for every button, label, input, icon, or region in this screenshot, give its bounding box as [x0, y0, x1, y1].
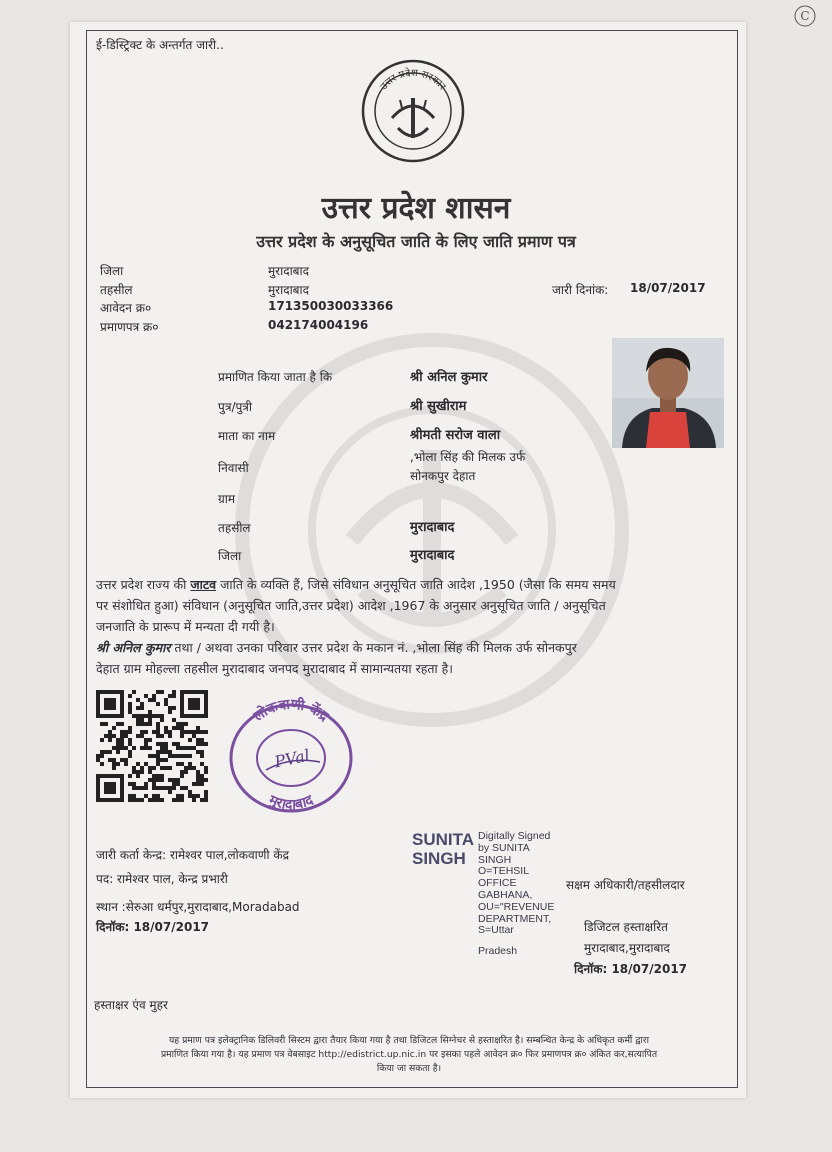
child-of-label: पुत्र/पुत्री — [218, 400, 253, 414]
resident-label: निवासी — [218, 461, 249, 475]
issued-under-note: ई-डिस्ट्रिक्ट के अन्तर्गत जारी.. — [96, 38, 224, 52]
authority-title: सक्षम अधिकारी/तहसीलदार — [566, 878, 685, 892]
statement-line-2: पर संशोधित हुआ) संविधान (अनुसूचित जाति,उत्तर प्रदेश) आदेश ,1967 के अनुसार अनुसूचित जाति / अनुसूचित — [96, 598, 606, 613]
authority-location: मुरादाबाद,मुरादाबाद — [584, 941, 670, 955]
mother-label: माता का नाम — [218, 429, 276, 443]
authority-date-label: दिनॉक: — [574, 962, 608, 976]
sig-detail: O=TEHSIL — [478, 865, 530, 878]
sig-detail: OU="REVENUE — [478, 900, 555, 913]
statement-prefix: उत्तर प्रदेश राज्य की — [96, 577, 191, 592]
sig-detail: Digitally Signed — [478, 830, 551, 842]
meta-tehsil-label: तहसील — [100, 283, 133, 297]
detail-tehsil-value: मुरादाबाद — [410, 520, 455, 535]
meta-district-value: मुरादाबाद — [268, 264, 310, 278]
authority-date-value: 18/07/2017 — [611, 962, 688, 976]
sig-detail: Pradesh — [478, 945, 518, 958]
statement-line-1: जाति के व्यक्ति हैं, जिसे संविधान अनुसूचित जाति आदेश ,1950 (जैसा कि समय समय — [216, 577, 616, 592]
detail-tehsil-label: तहसील — [218, 521, 251, 535]
sig-detail: GABHANA, — [478, 888, 533, 901]
issuer-post: पद: रामेश्वर पाल, केन्द्र प्रभारी — [96, 872, 228, 886]
statement-line-3: जनजाति के प्रारूप में मन्यता दी गयी है। — [96, 619, 275, 634]
footer-line-2: प्रमाणित किया गया है। यह प्रमाण पत्र वेबसाइट http://edistrict.up.nic.in पर इसका पहले आवेदन क्र० फिर प्रमाणपत्र क्र० अंकित कर,सत्यापित — [160, 1049, 658, 1060]
certify-label: प्रमाणित किया जाता है कि — [218, 370, 333, 384]
issuer-center: जारी कर्ता केन्द्र: रामेश्वर पाल,लोकवाणी केंद्र — [96, 848, 289, 862]
residence-line-1: तथा / अथवा उनका परिवार उत्तर प्रदेश के मकान नं. ,भोला सिंह की मिलक उर्फ सोनकपुर — [170, 640, 577, 655]
sig-detail: S=Uttar — [478, 924, 514, 937]
government-heading: उत्तर प्रदेश शासन — [321, 191, 511, 226]
issuer-date-value: 18/07/2017 — [133, 920, 210, 934]
meta-application-value: 171350030033366 — [268, 299, 394, 313]
meta-certificate-label: प्रमाणपत्र क्र० — [100, 320, 159, 334]
svg-text:लोकवाणी केंद्र — [250, 696, 332, 725]
applicant-name: श्री अनिल कुमार — [410, 370, 488, 385]
sig-detail: SINGH — [478, 853, 512, 866]
signer-name-line-1: SUNITA — [412, 830, 475, 849]
residence-name: श्री अनिल कुमार — [96, 640, 171, 655]
issuer-date-label: दिनॉक: — [96, 920, 130, 934]
meta-issue-date-value: 18/07/2017 — [630, 281, 706, 295]
sig-detail: DEPARTMENT, — [478, 912, 552, 925]
caste-name: जाटव — [190, 577, 217, 592]
qr-code[interactable] — [96, 690, 208, 802]
signature-seal-label: हस्ताक्षर एंव मुहर — [94, 998, 168, 1012]
up-government-emblem — [360, 58, 466, 164]
lokvani-stamp — [226, 696, 356, 814]
residence-line-2: देहात ग्राम मोहल्ला तहसील मुरादाबाद जनपद मुरादाबाद में सामान्यतया रहता है। — [96, 661, 454, 676]
mother-name: श्रीमती सरोज वाला — [410, 428, 501, 443]
svg-text:उत्तर प्रदेश सरकार — [378, 67, 448, 93]
sig-detail: OFFICE — [478, 877, 517, 890]
meta-tehsil-value: मुरादाबाद — [268, 283, 310, 297]
digital-signature-details — [478, 831, 554, 958]
father-name: श्री सुखीराम — [410, 399, 467, 414]
footer-note — [92, 1034, 726, 1076]
corner-mark-text: C — [800, 9, 810, 23]
meta-district-label: जिला — [100, 264, 124, 278]
stamp-signature: PVal — [272, 745, 312, 772]
certificate-title: उत्तर प्रदेश के अनुसूचित जाति के लिए जाति प्रमाण पत्र — [256, 232, 576, 251]
issuer-place: स्थान :सेरुआ धर्मपुर,मुरादाबाद,Moradabad — [96, 900, 300, 914]
detail-district-value: मुरादाबाद — [410, 548, 455, 563]
sig-detail: by SUNITA — [478, 841, 530, 854]
footer-line-3: किया जा सकता है। — [376, 1063, 442, 1074]
meta-certificate-value: 042174004196 — [268, 318, 369, 332]
meta-application-label: आवेदन क्र० — [100, 301, 152, 315]
applicant-photo — [612, 338, 724, 448]
emblem-text: उत्तर प्रदेश सरकार — [378, 67, 448, 93]
digital-signature-block — [412, 830, 474, 868]
stamp-bottom-text: मुरादाबाद — [266, 792, 316, 814]
footer-line-1: यह प्रमाण पत्र इलेक्ट्रानिक डिलिवरी सिस्टम द्वारा तैयार किया गया है तथा डिजिटल सिग्नेचर से हस्ताक्षरित है। सम्बन्धित केन्द्र के अधिकृत कर्मी द्वारा — [168, 1035, 650, 1046]
resident-line-2: सोनकपुर देहात — [410, 469, 476, 483]
stamp-top-text: लोकवाणी केंद्र — [251, 696, 332, 725]
signer-name-line-2: SINGH — [412, 849, 466, 868]
resident-line-1: ,भोला सिंह की मिलक उर्फ — [410, 450, 526, 464]
meta-issue-date-label: जारी दिनांक: — [552, 283, 609, 297]
village-label: ग्राम — [218, 492, 236, 506]
detail-district-label: जिला — [218, 549, 242, 563]
authority-digital-signed: डिजिटल हस्ताक्षरित — [584, 920, 668, 934]
certificate-statement — [96, 574, 730, 637]
residence-statement — [96, 637, 730, 679]
corner-mark — [792, 4, 818, 28]
